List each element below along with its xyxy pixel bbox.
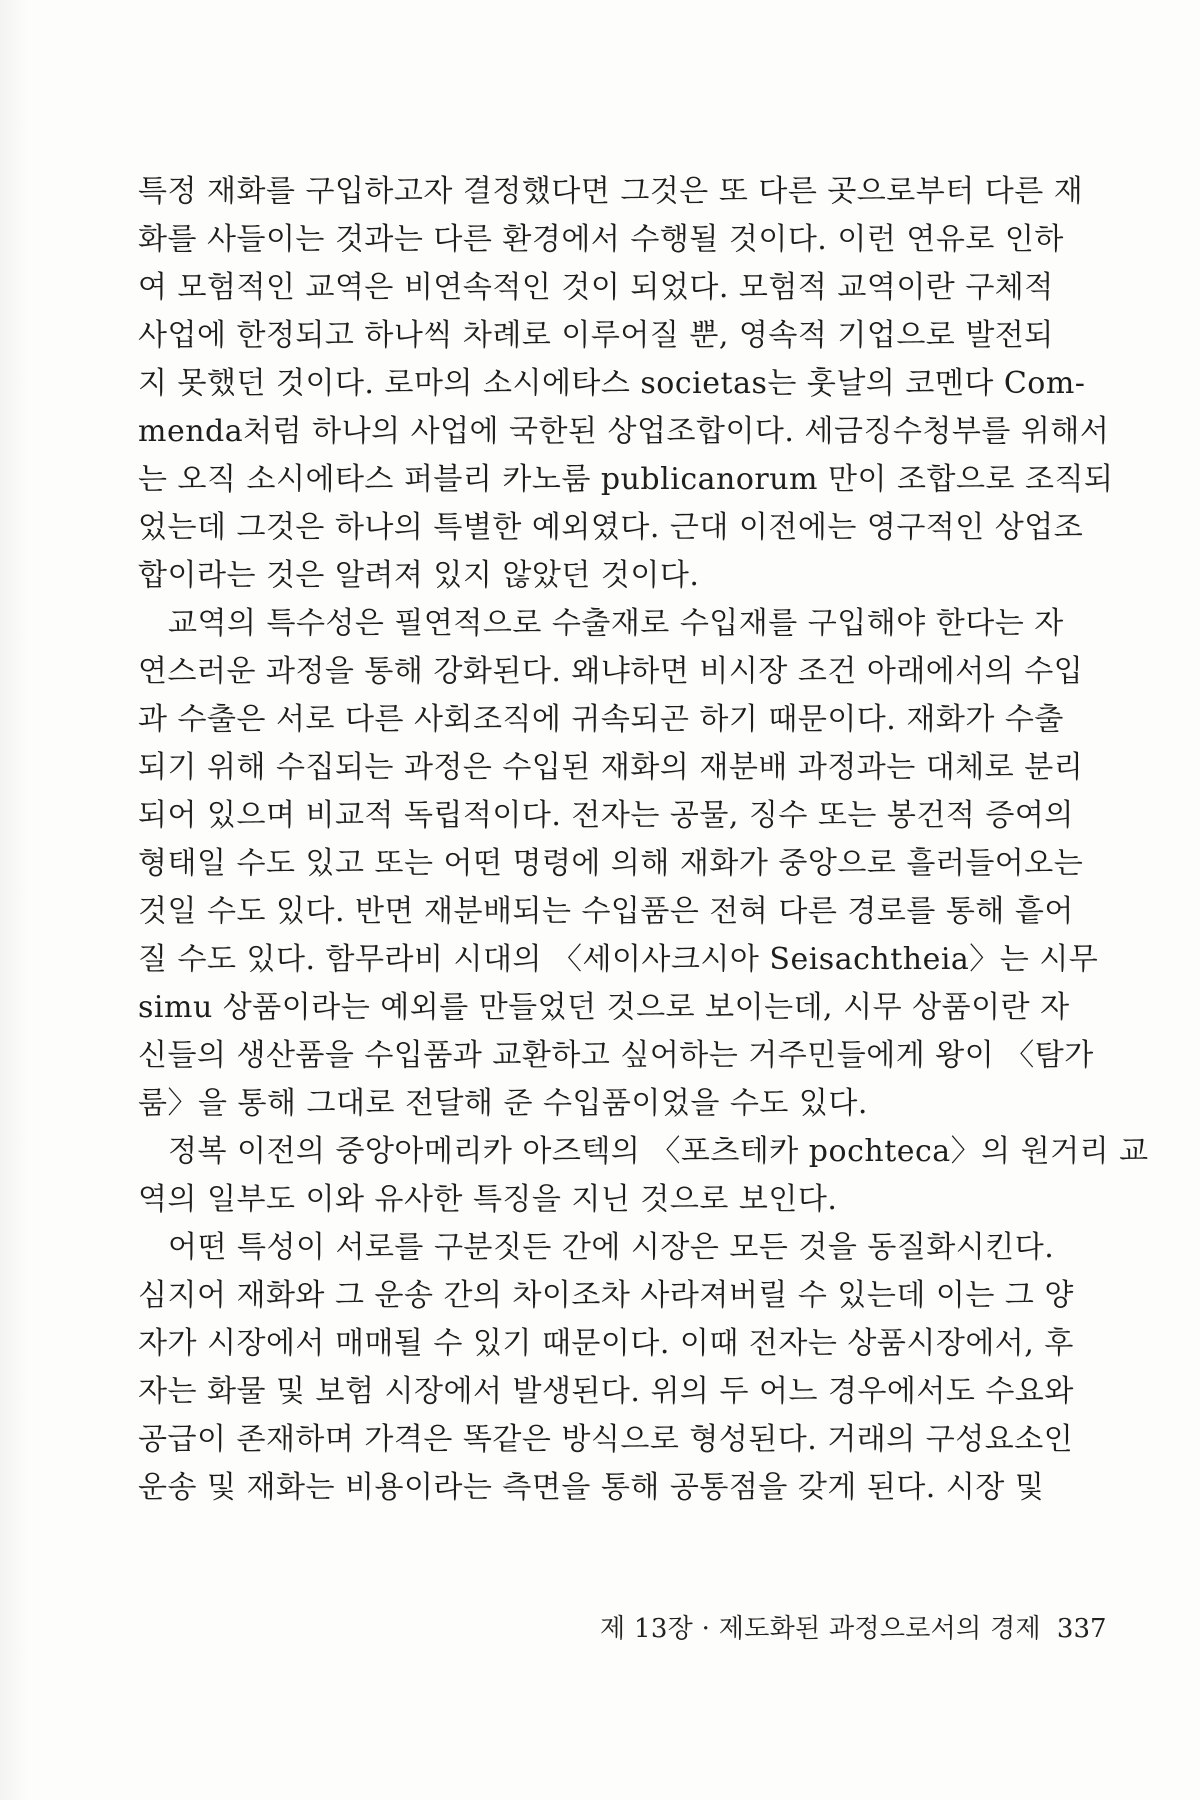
- text-line: 자는 화물 및 보험 시장에서 발생된다. 위의 두 어느 경우에서도 수요와: [138, 1374, 1074, 1409]
- paragraph: [138, 1224, 1074, 1512]
- text-line: 과 수출은 서로 다른 사회조직에 귀속되곤 하기 때문이다. 재화가 수출: [138, 702, 1064, 737]
- text-line: 교역의 특수성은 필연적으로 수출재로 수입재를 구입해야 한다는 자: [168, 606, 1064, 641]
- text-line: menda처럼 하나의 사업에 국한된 상업조합이다. 세금징수청부를 위해서: [138, 414, 1110, 449]
- text-line: 형태일 수도 있고 또는 어떤 명령에 의해 재화가 중앙으로 흘러들어오는: [138, 846, 1084, 881]
- text-line: 되기 위해 수집되는 과정은 수입된 재화의 재분배 과정과는 대체로 분리: [138, 750, 1084, 785]
- text-line: 것일 수도 있다. 반면 재분배되는 수입품은 전혀 다른 경로를 통해 흩어: [138, 894, 1074, 929]
- page-number: 337: [1056, 1614, 1107, 1644]
- text-line: 정복 이전의 중앙아메리카 아즈텍의 〈포츠테카 pochteca〉의 원거리 교: [168, 1134, 1149, 1169]
- text-line: 어떤 특성이 서로를 구분짓든 간에 시장은 모든 것을 동질화시킨다.: [168, 1230, 1055, 1265]
- text-line: 지 못했던 것이다. 로마의 소시에타스 societas는 훗날의 코멘다 Com-: [138, 366, 1086, 401]
- text-line: 신들의 생산품을 수입품과 교환하고 싶어하는 거주민들에게 왕이 〈탐가: [138, 1038, 1094, 1073]
- paragraph: [138, 1128, 1149, 1224]
- text-line: 되어 있으며 비교적 독립적이다. 전자는 공물, 징수 또는 봉건적 증여의: [138, 798, 1074, 833]
- text-line: 화를 사들이는 것과는 다른 환경에서 수행될 것이다. 이런 연유로 인하: [138, 222, 1064, 257]
- text-line: 자가 시장에서 매매될 수 있기 때문이다. 이때 전자는 상품시장에서, 후: [138, 1326, 1074, 1361]
- text-line: 역의 일부도 이와 유사한 특징을 지닌 것으로 보인다.: [138, 1182, 838, 1217]
- running-footer: [600, 1612, 1107, 1646]
- text-line: 질 수도 있다. 함무라비 시대의 〈세이사크시아 Seisachtheia〉는 시무: [138, 942, 1099, 977]
- text-line: 여 모험적인 교역은 비연속적인 것이 되었다. 모험적 교역이란 구체적: [138, 270, 1054, 305]
- text-line: 운송 및 재화는 비용이라는 측면을 통해 공통점을 갖게 된다. 시장 및: [138, 1470, 1045, 1505]
- paragraph: [138, 600, 1099, 1128]
- text-line: 심지어 재화와 그 운송 간의 차이조차 사라져버릴 수 있는데 이는 그 양: [138, 1278, 1074, 1313]
- text-line: 특정 재화를 구입하고자 결정했다면 그것은 또 다른 곳으로부터 다른 재: [138, 174, 1084, 209]
- footer-chapter-title: 제 13장 · 제도화된 과정으로서의 경제: [600, 1614, 1041, 1644]
- text-line: 룸〉을 통해 그대로 전달해 준 수입품이었을 수도 있다.: [138, 1086, 868, 1121]
- text-line: 합이라는 것은 알려져 있지 않았던 것이다.: [138, 558, 700, 593]
- text-line: 었는데 그것은 하나의 특별한 예외였다. 근대 이전에는 영구적인 상업조: [138, 510, 1084, 545]
- text-line: 연스러운 과정을 통해 강화된다. 왜냐하면 비시장 조건 아래에서의 수입: [138, 654, 1084, 689]
- text-line: simu 상품이라는 예외를 만들었던 것으로 보이는데, 시무 상품이란 자: [138, 990, 1070, 1025]
- body-text: [138, 168, 1149, 1512]
- text-line: 는 오직 소시에타스 퍼블리 카노룸 publicanorum 만이 조합으로 조직되: [138, 462, 1114, 497]
- paragraph: [138, 168, 1114, 600]
- text-line: 공급이 존재하며 가격은 똑같은 방식으로 형성된다. 거래의 구성요소인: [138, 1422, 1074, 1457]
- text-line: 사업에 한정되고 하나씩 차례로 이루어질 뿐, 영속적 기업으로 발전되: [138, 318, 1054, 353]
- page-edge-shadow: [0, 0, 30, 1800]
